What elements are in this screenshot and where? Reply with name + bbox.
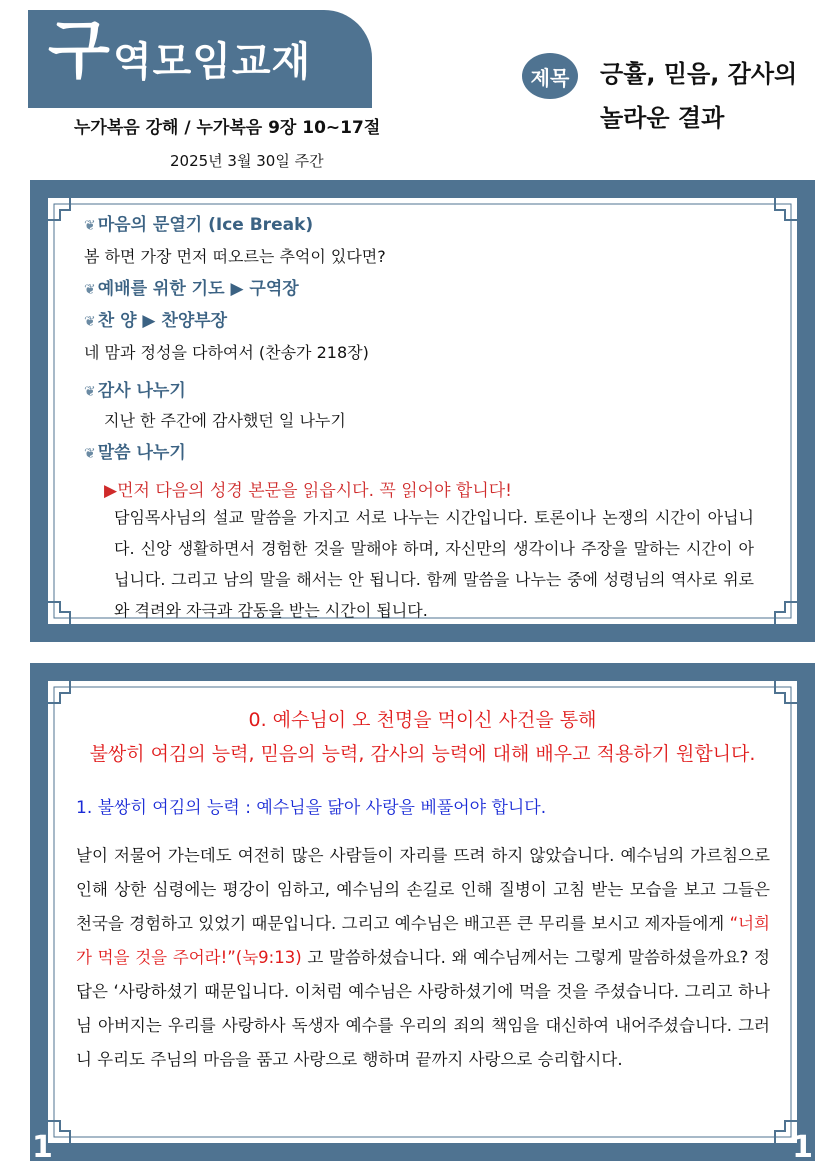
heart-bullet-icon: ❦ bbox=[84, 384, 96, 400]
point-1-heading: 1. 불쌍히 여김의 능력 : 예수님을 닮아 사랑을 베풀어야 합니다. bbox=[76, 798, 547, 818]
sermon-panel bbox=[30, 663, 815, 1165]
icebreak-heading: ❦ 마음의 문열기 (Ice Break) bbox=[84, 215, 314, 235]
subject-line-2: 놀라운 결과 bbox=[600, 104, 725, 132]
sermon-content bbox=[48, 681, 797, 1143]
thanks-text: 지난 한 주간에 감사했던 일 나누기 bbox=[104, 411, 346, 430]
subject-line-1: 긍휼, 믿음, 감사의 bbox=[600, 60, 798, 88]
sermon-title-line-1: 0. 예수님이 오 천명을 먹이신 사건을 통해 bbox=[248, 709, 597, 731]
sharing-guideline: 담임목사님의 설교 말씀을 가지고 서로 나누는 시간입니다. 토론이나 논쟁의 시간이 아닙니다. 신앙 생활하면서 경험한 것을 말해야 하며, 자신만의 생각이나 주장을 말하는 시간이 아닙니다. 그리고 남의 말을 해서는 안 됩니다. 함께 말씀을 나누는 중에 성령님의 역사로 위로와 격려와 자극과 감동을 받는 시간이 됩니다. bbox=[114, 508, 754, 620]
thanks-heading: ❦ 감사 나누기 bbox=[84, 381, 186, 401]
read-instruction: ▶먼저 다음의 성경 본문을 읽읍시다. 꼭 읽어야 합니다! bbox=[104, 481, 512, 501]
prayer-heading: ❦ 예배를 위한 기도 ▶ 구역장 bbox=[84, 279, 299, 299]
heart-bullet-icon: ❦ bbox=[84, 314, 96, 330]
subject-badge: 제목 bbox=[522, 53, 578, 99]
sermon-title-line-2: 불쌍히 여김의 능력, 믿음의 능력, 감사의 능력에 대해 배우고 적용하기 원합니다. bbox=[89, 743, 756, 765]
title-initial: 구 bbox=[48, 14, 110, 88]
sermon-intro-title bbox=[48, 703, 797, 771]
title-banner bbox=[28, 10, 372, 108]
page-number-right: 1 bbox=[792, 1130, 813, 1165]
praise-heading: ❦ 찬 양 ▶ 찬양부장 bbox=[84, 311, 228, 331]
worship-order-content bbox=[48, 198, 797, 624]
heart-bullet-icon: ❦ bbox=[84, 446, 96, 462]
hymn-info: 네 맘과 정성을 다하여서 (찬송가 218장) bbox=[84, 343, 369, 362]
page-number-left: 1 bbox=[32, 1130, 53, 1165]
title-text: 역모임교재 bbox=[113, 39, 312, 85]
scripture-quote: “너희가 먹을 것을 주어라!”(눅9:13) bbox=[76, 914, 770, 967]
heart-bullet-icon: ❦ bbox=[84, 282, 96, 298]
subject-title bbox=[600, 52, 830, 140]
week-date: 2025년 3월 30일 주간 bbox=[170, 152, 324, 170]
sermon-body-text: 날이 저물어 가는데도 여전히 많은 사람들이 자리를 뜨려 하지 않았습니다. 예수님의 가르침으로 인해 상한 심령에는 평강이 임하고, 예수님의 손길로 인해 질병이 고침 받는 모습을 보고 그들은 천국을 경험하고 있었기 때문입니다. 그리고 예수님은 배고픈 큰 무리를 보시고 제자들에게 “너희가 먹을 것을 주어라!”(눅9:13) 고 말씀하셨습니다. 왜 예수님께서는 그렇게 말씀하셨을까요? 정답은 ‘사랑하셨기 때문입니다. 이처럼 예수님은 사랑하셨기에 먹을 것을 주셨습니다. 그리고 하나님 아버지는 우리를 사랑하사 독생자 예수를 우리의 죄의 책임을 대신하여 내어주셨습니다. 그러니 우리도 주님의 마음을 품고 사랑으로 행하며 끝까지 사랑으로 승리합시다. bbox=[76, 846, 770, 1069]
worship-order-panel bbox=[30, 180, 815, 642]
scripture-subtitle: 누가복음 강해 / 누가복음 9장 10~17절 bbox=[74, 118, 381, 138]
heart-bullet-icon: ❦ bbox=[84, 218, 96, 234]
icebreak-question: 봄 하면 가장 먼저 떠오르는 추억이 있다면? bbox=[84, 247, 386, 266]
word-heading: ❦ 말씀 나누기 bbox=[84, 443, 186, 463]
